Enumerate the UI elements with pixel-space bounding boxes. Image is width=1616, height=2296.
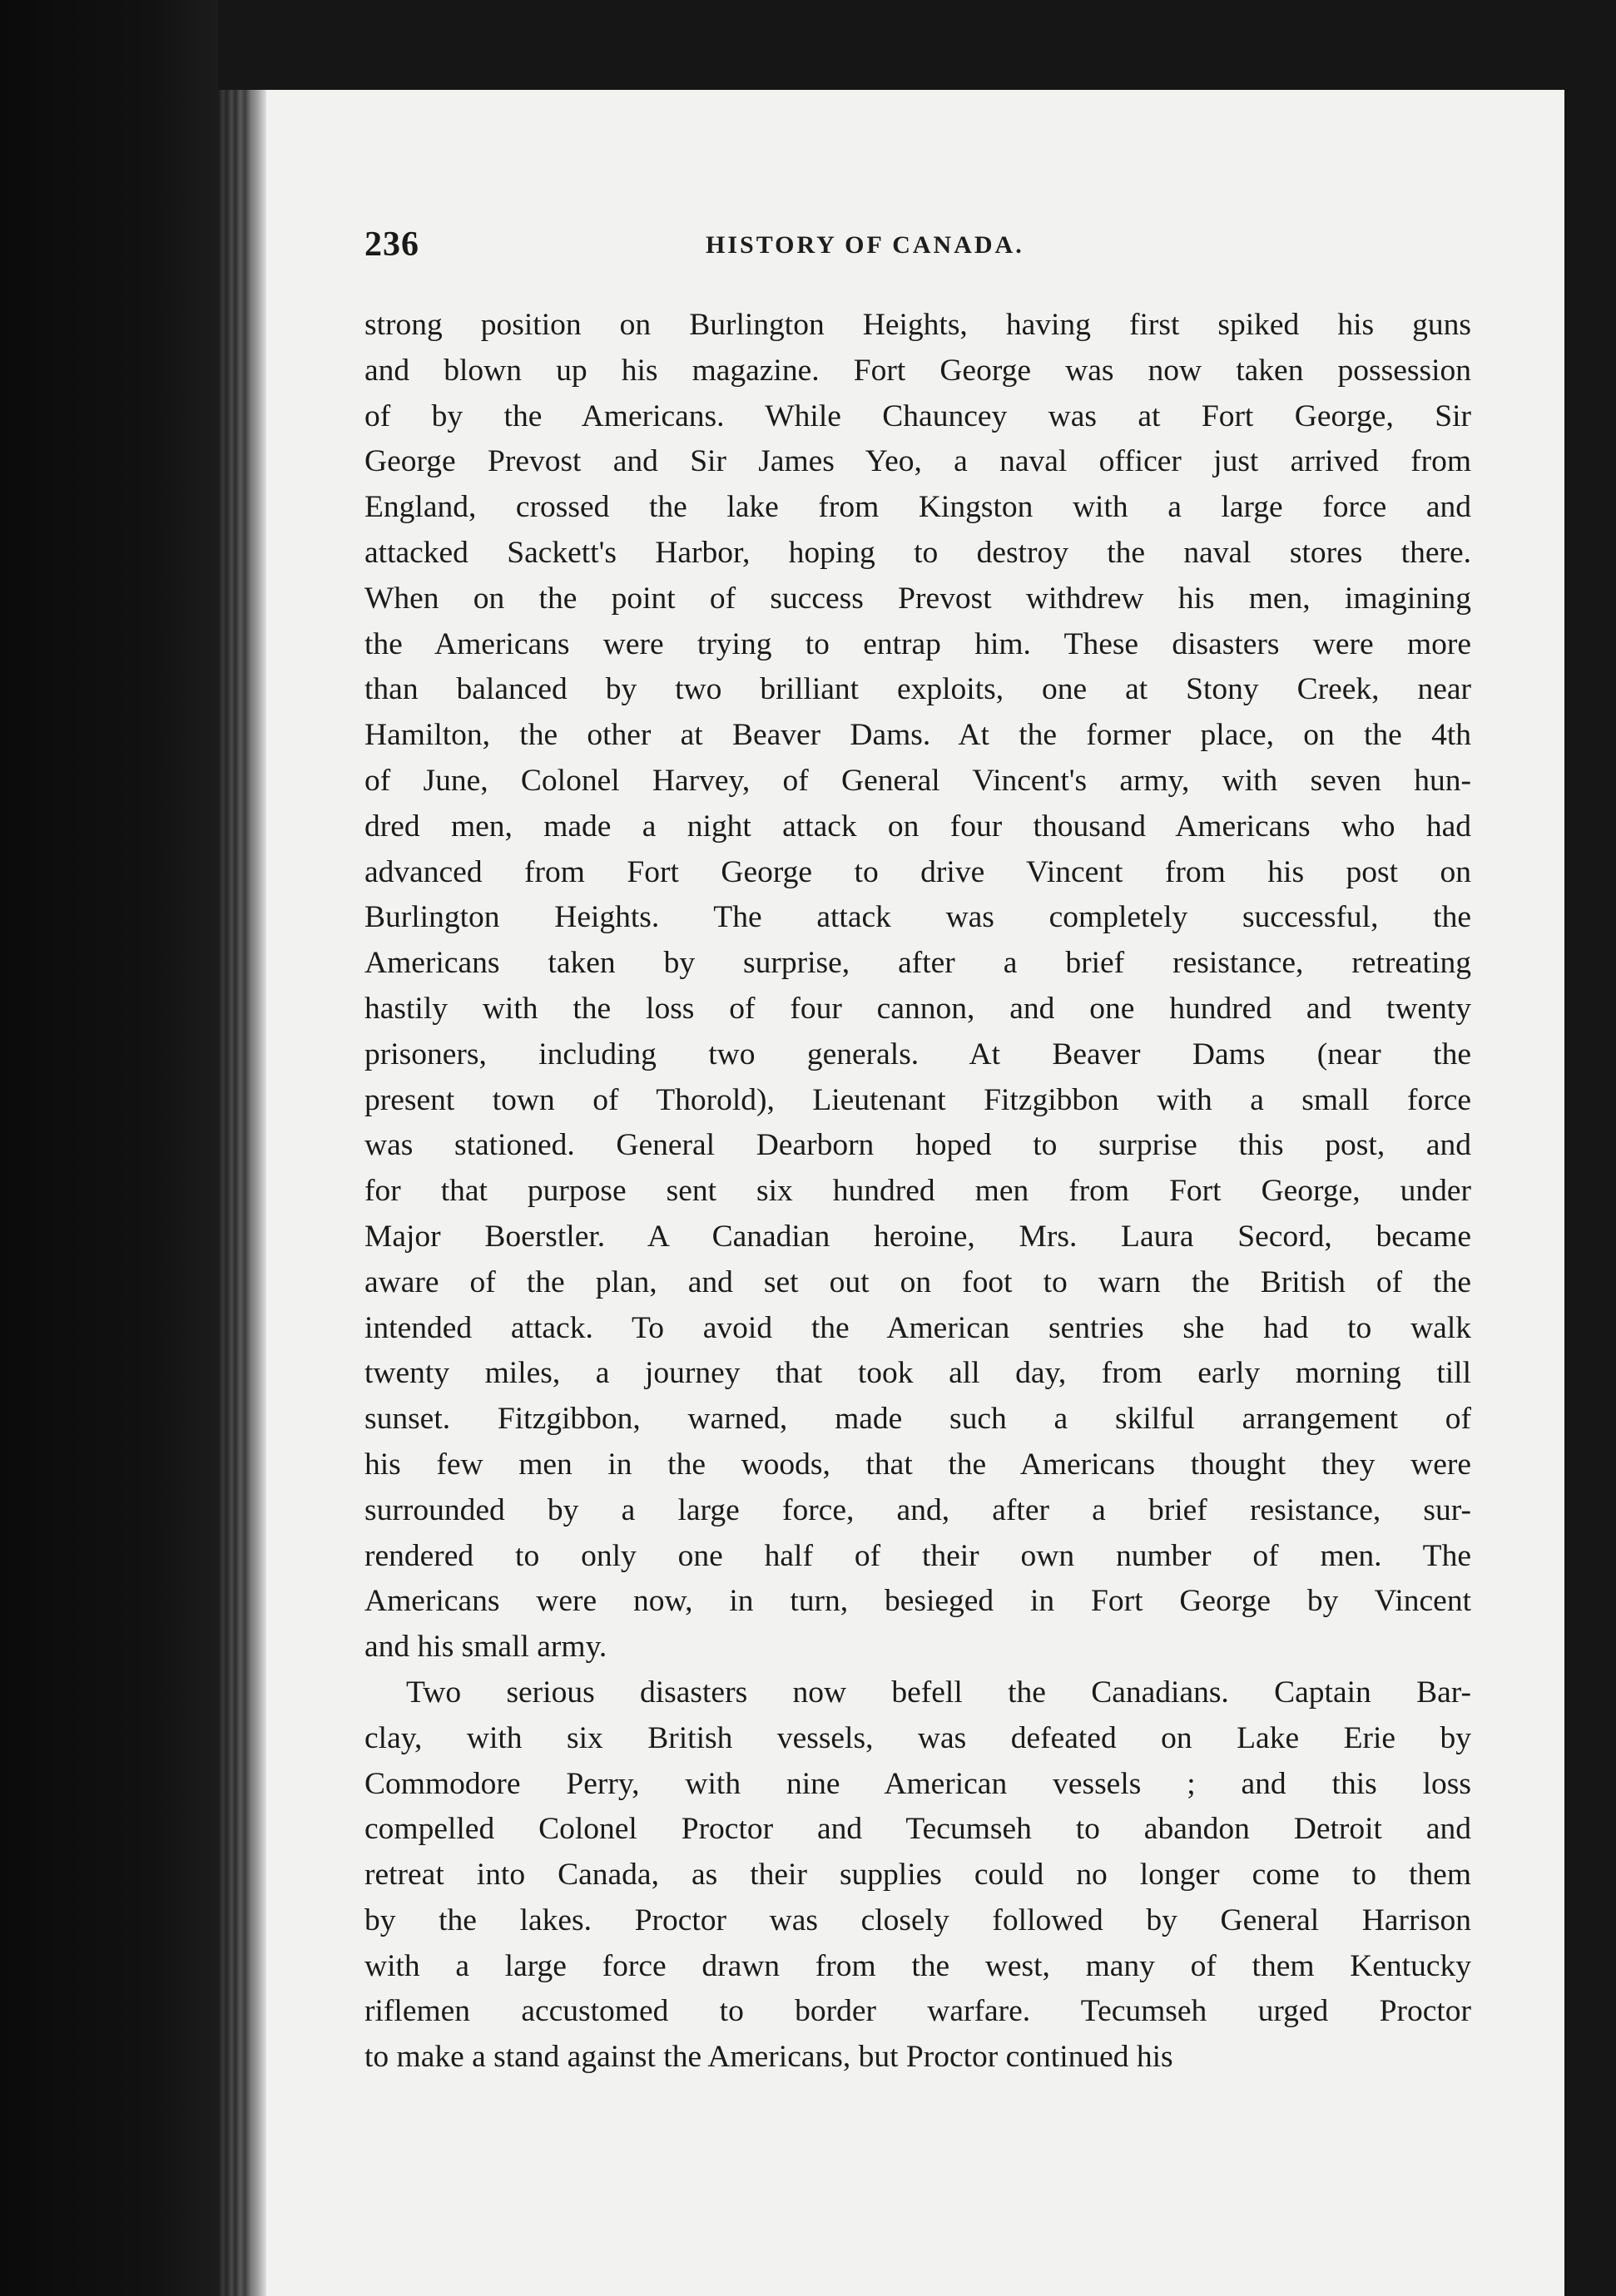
scanner-frame-right — [1564, 0, 1616, 2296]
page-number: 236 — [364, 225, 419, 264]
text-line: twenty miles, a journey that took all day, from early morning till — [364, 1356, 1471, 1391]
page-gutter-edge — [218, 90, 266, 2296]
page-header — [364, 225, 1480, 283]
scanner-frame-top — [0, 0, 1616, 90]
text-line: Americans were now, in turn, besieged in Fort George by Vincent — [364, 1584, 1471, 1619]
text-line: When on the point of success Prevost withdrew his men, imagining — [364, 581, 1471, 616]
text-line: surrounded by a large force, and, after a brief resistance, sur- — [364, 1492, 1471, 1527]
text-line: hastily with the loss of four cannon, and one hundred and twenty — [364, 991, 1471, 1026]
text-line: Two serious disasters now befell the Canadians. Captain Bar- — [406, 1675, 1471, 1710]
text-line: to make a stand against the Americans, but Proctor continued his — [364, 2040, 1173, 2075]
text-line: strong position on Burlington Heights, having first spiked his guns — [364, 308, 1471, 342]
text-line: sunset. Fitzgibbon, warned, made such a skilful arrangement of — [364, 1402, 1471, 1437]
text-line: with a large force drawn from the west, many of them Kentucky — [364, 1948, 1471, 1983]
text-line: of by the Americans. While Chauncey was at Fort George, Sir — [364, 398, 1471, 433]
text-line: Commodore Perry, with nine American vessels ; and this loss — [364, 1766, 1471, 1801]
text-line: his few men in the woods, that the Americans thought they were — [364, 1447, 1471, 1482]
text-line: advanced from Fort George to drive Vincent from his post on — [364, 854, 1471, 889]
text-line: intended attack. To avoid the American sentries she had to walk — [364, 1310, 1471, 1345]
text-line: attacked Sackett's Harbor, hoping to destroy the naval stores there. — [364, 535, 1471, 570]
text-line: retreat into Canada, as their supplies could no longer come to them — [364, 1858, 1471, 1893]
body-text — [364, 303, 1471, 2081]
text-line: George Prevost and Sir James Yeo, a naval officer just arrived from — [364, 444, 1471, 479]
text-line: and his small army. — [364, 1630, 607, 1665]
text-line: clay, with six British vessels, was defeated on Lake Erie by — [364, 1720, 1471, 1755]
text-line: aware of the plan, and set out on foot to warn the British of the — [364, 1264, 1471, 1299]
text-line: the Americans were trying to entrap him. These disasters were more — [364, 626, 1471, 661]
text-line: rendered to only one half of their own number of men. The — [364, 1538, 1471, 1573]
text-line: Hamilton, the other at Beaver Dams. At the former place, on the 4th — [364, 718, 1471, 753]
text-line: Americans taken by surprise, after a brief resistance, retreating — [364, 946, 1471, 981]
text-line: riflemen accustomed to border warfare. Tecumseh urged Proctor — [364, 1994, 1471, 2029]
text-line: was stationed. General Dearborn hoped to surprise this post, and — [364, 1128, 1471, 1163]
text-line: of June, Colonel Harvey, of General Vincent's army, with seven hun- — [364, 763, 1471, 798]
text-line: than balanced by two brilliant exploits, one at Stony Creek, near — [364, 672, 1471, 707]
text-line: compelled Colonel Proctor and Tecumseh to abandon Detroit and — [364, 1812, 1471, 1847]
text-line: Major Boerstler. A Canadian heroine, Mrs. Laura Secord, became — [364, 1219, 1471, 1254]
text-line: present town of Thorold), Lieutenant Fitzgibbon with a small force — [364, 1082, 1471, 1117]
paragraph — [364, 1670, 1471, 2081]
book-binding — [0, 0, 218, 2296]
text-line: England, crossed the lake from Kingston with a large force and — [364, 490, 1471, 525]
text-line: Burlington Heights. The attack was completely successful, the — [364, 900, 1471, 935]
text-line: dred men, made a night attack on four thousand Americans who had — [364, 809, 1471, 844]
text-line: and blown up his magazine. Fort George was now taken possession — [364, 353, 1471, 388]
text-line: prisoners, including two generals. At Beaver Dams (near the — [364, 1037, 1471, 1071]
running-head: HISTORY OF CANADA. — [706, 231, 1024, 259]
text-line: for that purpose sent six hundred men from Fort George, under — [364, 1174, 1471, 1209]
paragraph — [364, 303, 1471, 1670]
text-line: by the lakes. Proctor was closely followed by General Harrison — [364, 1903, 1471, 1937]
